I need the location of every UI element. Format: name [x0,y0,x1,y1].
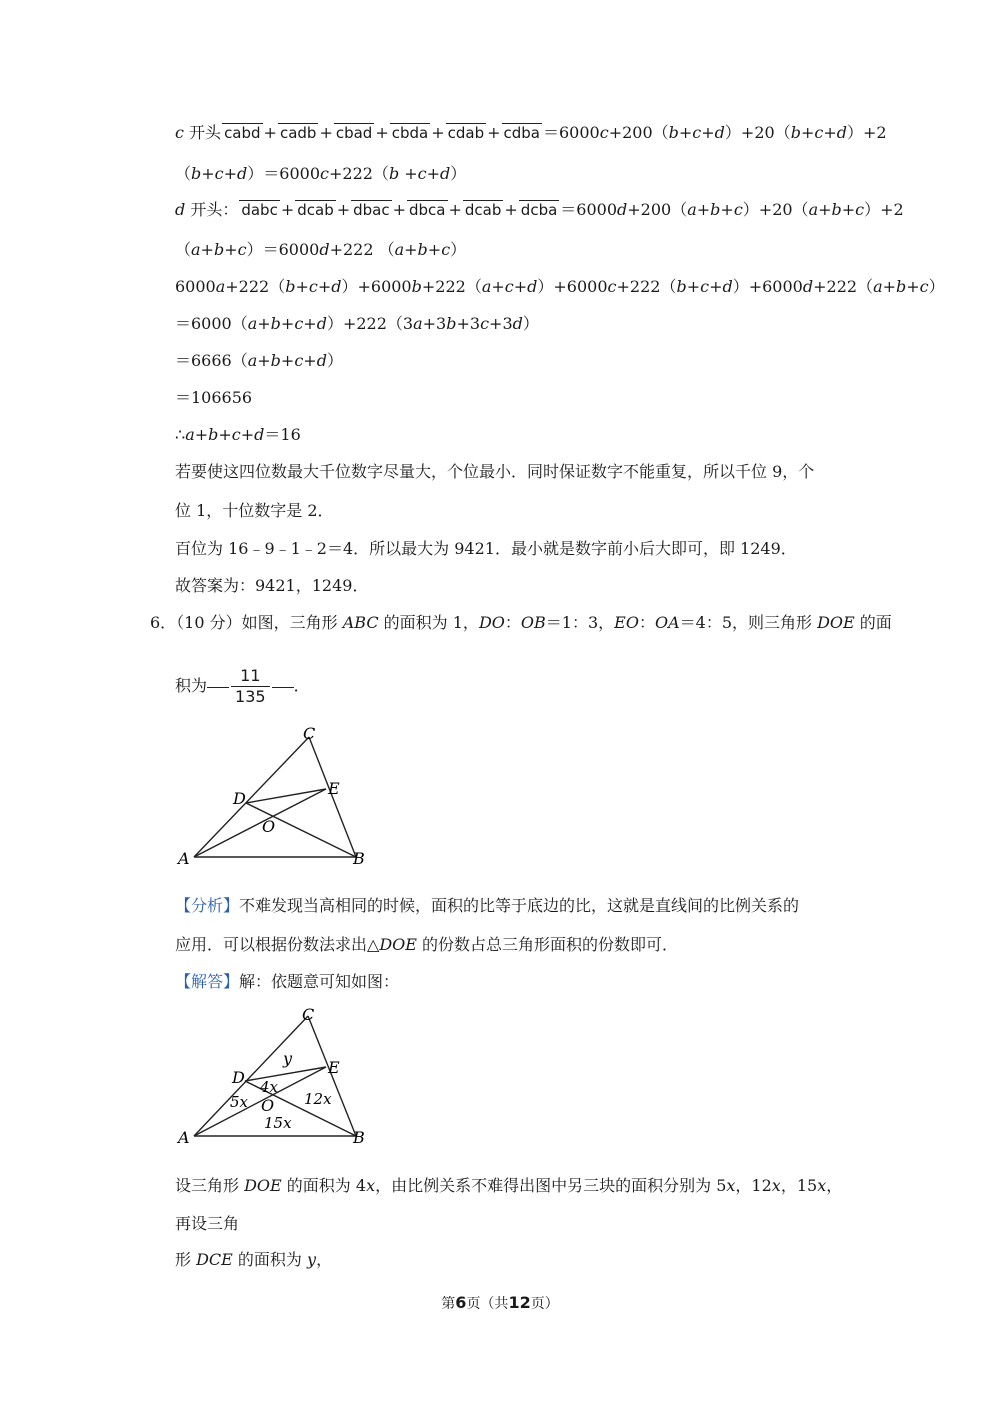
line-explain-1: 若要使这四位数最大千位数字尽量大，个位最小．同时保证数字不能重复，所以千位 9，个 [175,462,815,481]
var: x [817,1176,827,1195]
text: +222（ [616,277,677,296]
label-4x: 4x [260,1078,279,1096]
var: x [771,1176,781,1195]
label-c: C [302,1005,315,1024]
text: 第 [441,1296,456,1312]
text: ＝6666（ [175,351,248,370]
var: d [617,200,628,219]
text: 6．（10 分）如图，三角形 [150,613,343,632]
var: DO [478,613,505,632]
var: b [411,277,422,296]
text: 6000 [175,277,216,296]
text: 页（共 [466,1296,509,1312]
label-o: O [262,817,276,836]
label-12x: 12x [304,1090,332,1108]
var: d [319,240,330,259]
text: ＝6000（ [175,314,248,333]
label-y: y [283,1049,293,1068]
line-c-result [175,163,466,185]
var: y [307,1250,317,1269]
text: 页） [530,1296,559,1312]
text: 解：依题意可知如图： [239,972,400,991]
overline-number: dabc [241,201,278,219]
label-a: A [178,849,190,868]
overline-number: cbad [335,124,373,142]
var: a+b+c [808,200,865,219]
label-5x: 5x [230,1093,249,1111]
label-d: D [233,789,246,808]
var: b+c+d [285,277,342,296]
text: 的面 [854,613,892,632]
var: a+b+c [394,240,451,259]
text: 开头 [183,123,222,142]
overline-number: dcba [520,201,558,219]
text: +222（ [421,277,482,296]
text: ＝1：3， [545,613,615,632]
text: ）+6000 [341,277,412,296]
var: DCE [196,1250,233,1269]
var: c [480,314,490,333]
overline-number: dcab [464,201,502,219]
var: OA [654,613,680,632]
overline-number: cabd [224,124,261,142]
text: ＝16 [264,425,301,444]
text: ）+2 [846,123,887,142]
var: DOE [817,613,855,632]
text: ： [504,613,521,632]
text: +222（ [813,277,874,296]
text: ， [316,1250,333,1269]
var: a [413,314,423,333]
var: c [599,123,609,142]
label-a: A [178,1128,190,1147]
text: ： [638,613,655,632]
solution-line [175,971,399,993]
text: ， [826,1176,843,1195]
analysis-tag: 【分析】 [175,896,240,915]
var: a+b+c+d [185,425,265,444]
overline-number: cdba [503,124,540,142]
var: ABC [342,613,379,632]
var: a+b+c+d [247,351,327,370]
page-number: 6 [455,1293,467,1312]
var: d [512,314,523,333]
overline-number: cbda [391,124,429,142]
line-eq-3: ＝106656 [175,388,253,407]
line-sum [175,276,945,298]
solution-body-3 [175,1249,332,1271]
text: 积为 [175,676,208,695]
triangle-figure-1 [172,722,372,870]
line-explain-3: 百位为 16﹣9﹣1﹣2＝4．所以最大为 9421．最小就是数字前小后大即可，即 1249． [175,539,797,558]
text: +200（ [608,123,669,142]
text: 设三角形 [175,1176,245,1195]
var: OB [520,613,546,632]
label-e: E [328,779,340,798]
label-15x: 15x [264,1114,292,1132]
var: c [175,123,184,142]
text: +3 [489,314,513,333]
var: d [175,200,186,219]
text: ） [450,164,467,183]
label-d: D [232,1068,245,1087]
var: x [366,1176,376,1195]
var: c [607,277,617,296]
text: 的面积为 4 [281,1176,367,1195]
page-total: 12 [508,1293,531,1312]
text: ）+2 [864,200,904,219]
overline-number: dbca [409,201,446,219]
text: ，由比例关系不难得出图中另三块的面积分别为 5 [375,1176,727,1195]
var: x [726,1176,736,1195]
overline-number: cadb [279,124,317,142]
text: （ [175,240,192,259]
line-d-result [175,239,466,261]
text: +222（ [225,277,286,296]
solution-tag: 【解答】 [175,972,240,991]
text: ）+20（ [724,123,791,142]
label-b: B [353,849,365,868]
var: b+c+d [790,123,847,142]
text: ）+6000 [732,277,803,296]
overline-number: cdab [447,124,485,142]
var: a [215,277,226,296]
page-footer [0,1293,1000,1313]
var: b+c+d [191,164,248,183]
analysis-line-2 [175,934,678,956]
line-d-start: d 开头： dabc + dcab + dbac + dbca + dcab + dcba ＝6000d+200（a+b+c）+20（a+b+c）+2 [175,200,904,219]
text: ） [450,240,467,259]
text: ）+6000 [537,277,608,296]
var: b [446,314,457,333]
line-eq-1 [175,313,539,335]
overline-number: dbac [353,201,390,219]
text: ） [928,277,945,296]
question-6 [150,612,892,634]
text: +222（ [328,164,389,183]
text: ＝4：5，则三角形 [679,613,818,632]
fraction-denominator: 135 [235,687,266,706]
text: 的面积为 1， [378,613,479,632]
fraction-numerator: 11 [231,666,270,687]
var: b +c+d [388,164,451,183]
var: b+c+d [668,123,725,142]
overline-number: dcab [297,201,334,219]
solution-body-1 [175,1175,842,1197]
text: 的份数占总三角形面积的份数即可． [416,935,679,954]
question-6-answer [175,664,310,708]
text: 形 [175,1250,197,1269]
var: DOE [244,1176,282,1195]
text: ）+20（ [742,200,809,219]
answer-fraction [231,666,270,707]
text: 开头： [185,200,239,219]
text: 的面积为 [232,1250,308,1269]
var: a+b+c+d [247,314,327,333]
triangle-figure-2 [172,1004,372,1148]
var: a+b+c [191,240,247,259]
text: ． [293,676,310,695]
line-eq-2 [175,350,343,372]
text: +3 [422,314,447,333]
text: +3 [456,314,481,333]
text: +222 （ [329,240,395,259]
text: ）+222（3 [326,314,414,333]
var: c [320,164,329,183]
solution-body-2: 再设三角 [175,1214,240,1233]
label-o: O [261,1096,275,1115]
label-c: C [303,724,316,743]
label-b: B [353,1128,365,1147]
var: EO [614,613,639,632]
text: ＝6000 [543,123,600,142]
line-therefore [175,424,301,446]
text: +200（ [627,200,688,219]
answer-blank [272,686,294,688]
text: ，12 [735,1176,772,1195]
var: a+b+c [687,200,743,219]
text: ，15 [780,1176,818,1195]
line-answer: 故答案为：9421，1249． [175,576,369,595]
analysis-line-1 [175,895,799,917]
text: ） [326,351,343,370]
var: a+c+d [481,277,538,296]
text: 应用．可以根据份数法求出△ [175,935,380,954]
var: DOE [379,935,417,954]
text: （ [175,164,192,183]
therefore-symbol: ∴ [175,425,186,444]
text: ）＝6000 [246,240,320,259]
var: d [802,277,814,296]
line-explain-2: 位 1，十位数字是 2． [175,501,334,520]
text: ＝6000 [560,200,618,219]
line-c-start: c 开头 cabd + cadb + cbad + cbda + cdab + cdba ＝6000c+200（b+c+d）+20（b+c+d）+2 [175,123,887,142]
label-e: E [328,1058,340,1077]
answer-blank [207,686,229,688]
text: ）＝6000 [247,164,321,183]
var: b+c+d [676,277,733,296]
text: 不难发现当高相同的时候，面积的比等于底边的比，这就是直线间的比例关系的 [239,896,800,915]
var: a+b+c [873,277,929,296]
text: ） [522,314,539,333]
